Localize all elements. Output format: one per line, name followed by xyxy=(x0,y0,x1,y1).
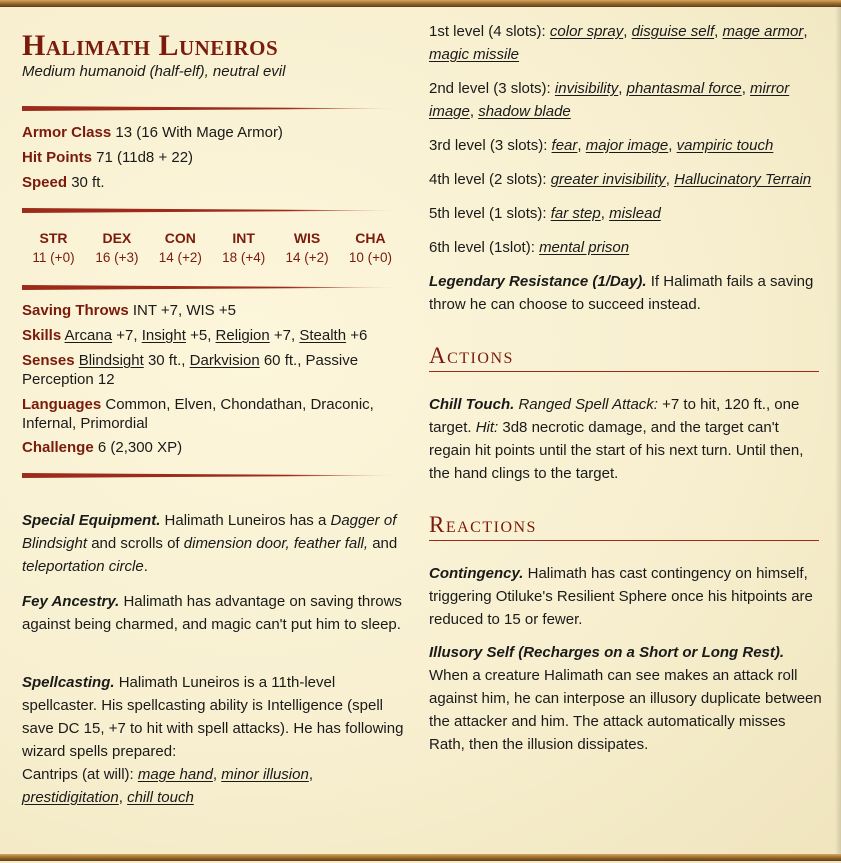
spell-link[interactable]: vampiric touch xyxy=(676,137,774,154)
divider xyxy=(22,208,402,213)
sense-link[interactable]: Blindsight xyxy=(78,352,144,369)
spell-link[interactable]: mage armor xyxy=(722,23,804,40)
spell-link[interactable]: greater invisibility xyxy=(550,171,666,188)
bottom-border xyxy=(0,854,841,861)
feature-legendary-resistance: Legendary Resistance (1/Day). If Halimath fails a saving throw he can choose to succeed instead. xyxy=(429,273,814,313)
languages: Languages Common, Elven, Chondathan, Draconic, Infernal, Primordial xyxy=(22,396,374,432)
action-chill-touch: Chill Touch. Ranged Spell Attack: +7 to hit, 120 ft., one target. Hit: 3d8 necrotic damage, and the target can't regain hit points until the start of his next turn. Until then, the hand clings to the target. xyxy=(429,396,804,482)
spell-level-3: 3rd level (3 slots): fear, major image, vampiric touch xyxy=(429,137,774,154)
spell-link[interactable]: disguise self xyxy=(631,23,715,40)
skills: Skills Arcana +7, Insight +5, Religion +7, Stealth +6 xyxy=(22,327,368,344)
reactions-heading: Reactions xyxy=(429,512,819,541)
divider xyxy=(22,106,402,111)
challenge: Challenge 6 (2,300 XP) xyxy=(22,439,183,456)
ability-con: CON 14 (+2) xyxy=(158,230,202,265)
spell-link[interactable]: chill touch xyxy=(127,789,194,806)
ability-int: INT 18 (+4) xyxy=(222,230,266,265)
skill-link[interactable]: Arcana xyxy=(64,327,113,344)
spell-link[interactable]: color spray xyxy=(549,23,624,40)
reaction-illusory-self: Illusory Self (Recharges on a Short or Long Rest). When a creature Halimath can see makes an attack roll against him, he can interpose an illusory duplicate between the attacker and him. The attack automatically misses Rath, then the illusion dissipates. xyxy=(429,644,822,753)
ability-str: STR 11 (+0) xyxy=(32,230,75,265)
page-shadow xyxy=(835,7,841,854)
reaction-contingency: Contingency. Halimath has cast contingency on himself, triggering Otiluke's Resilient Sphere once his hitpoints are reduced to 15 or fewer. xyxy=(429,565,813,628)
sense-link[interactable]: Darkvision xyxy=(189,352,260,369)
spell-link[interactable]: far step xyxy=(550,205,601,222)
spell-link[interactable]: fear xyxy=(551,137,578,154)
feature-fey-ancestry: Fey Ancestry. Halimath has advantage on saving throws against being charmed, and magic can't put him to sleep. xyxy=(22,593,402,633)
spell-level-5: 5th level (1 slots): far step, mislead xyxy=(429,205,661,222)
spell-link[interactable]: mislead xyxy=(609,205,661,222)
armor-class: Armor Class 13 (16 With Mage Armor) xyxy=(22,124,283,141)
top-border xyxy=(0,0,841,7)
spell-link[interactable]: shadow blade xyxy=(478,103,571,120)
spell-link[interactable]: magic missile xyxy=(429,46,520,63)
divider xyxy=(22,473,402,478)
spell-link[interactable]: mirror image xyxy=(429,80,790,120)
divider xyxy=(22,285,402,290)
spell-level-6: 6th level (1slot): mental prison xyxy=(429,239,630,256)
spell-level-4: 4th level (2 slots): greater invisibility, Hallucinatory Terrain xyxy=(429,171,812,188)
hit-points: Hit Points 71 (11d8 + 22) xyxy=(22,149,194,166)
saving-throws: Saving Throws INT +7, WIS +5 xyxy=(22,302,236,319)
skill-link[interactable]: Religion xyxy=(215,327,270,344)
spell-level-2: 2nd level (3 slots): invisibility, phantasmal force, mirror image, shadow blade xyxy=(429,80,790,120)
feature-spellcasting: Spellcasting. Halimath Luneiros is a 11th-level spellcaster. His spellcasting ability is Intelligence (spell save DC 15, +7 to hit with spell attacks). He has following wizard spells prepared: Cantrips (at will): mage hand, minor illusion, prestidigitation, chill touch xyxy=(22,674,404,806)
spell-link[interactable]: minor illusion xyxy=(221,766,309,783)
spell-link[interactable]: phantasmal force xyxy=(626,80,742,97)
creature-name: Halimath Luneiros xyxy=(22,29,279,62)
ability-scores xyxy=(22,229,402,269)
actions-heading: Actions xyxy=(429,343,819,372)
speed: Speed 30 ft. xyxy=(22,174,105,191)
spell-link[interactable]: prestidigitation xyxy=(22,789,119,806)
spell-link[interactable]: mental prison xyxy=(539,239,630,256)
creature-subtitle: Medium humanoid (half-elf), neutral evil xyxy=(22,63,286,80)
ability-wis: WIS 14 (+2) xyxy=(285,230,329,265)
ability-cha: CHA 10 (+0) xyxy=(348,230,393,265)
spell-link[interactable]: major image xyxy=(585,137,669,154)
left-column xyxy=(22,7,407,854)
ability-dex: DEX 16 (+3) xyxy=(95,230,139,265)
right-column xyxy=(429,7,824,854)
spell-link[interactable]: invisibility xyxy=(554,80,619,97)
feature-special-equipment: Special Equipment. Halimath Luneiros has a Dagger of Blindsight and scrolls of dimension door, feather fall, and teleportation circle. xyxy=(22,512,398,575)
senses: Senses Blindsight 30 ft., Darkvision 60 ft., Passive Perception 12 xyxy=(22,352,359,388)
skill-link[interactable]: Stealth xyxy=(299,327,347,344)
spell-link[interactable]: mage hand xyxy=(137,766,213,783)
spell-link[interactable]: Hallucinatory Terrain xyxy=(674,171,812,188)
skill-link[interactable]: Insight xyxy=(141,327,186,344)
spell-level-1: 1st level (4 slots): color spray, disguise self, mage armor, magic missile xyxy=(429,23,808,63)
